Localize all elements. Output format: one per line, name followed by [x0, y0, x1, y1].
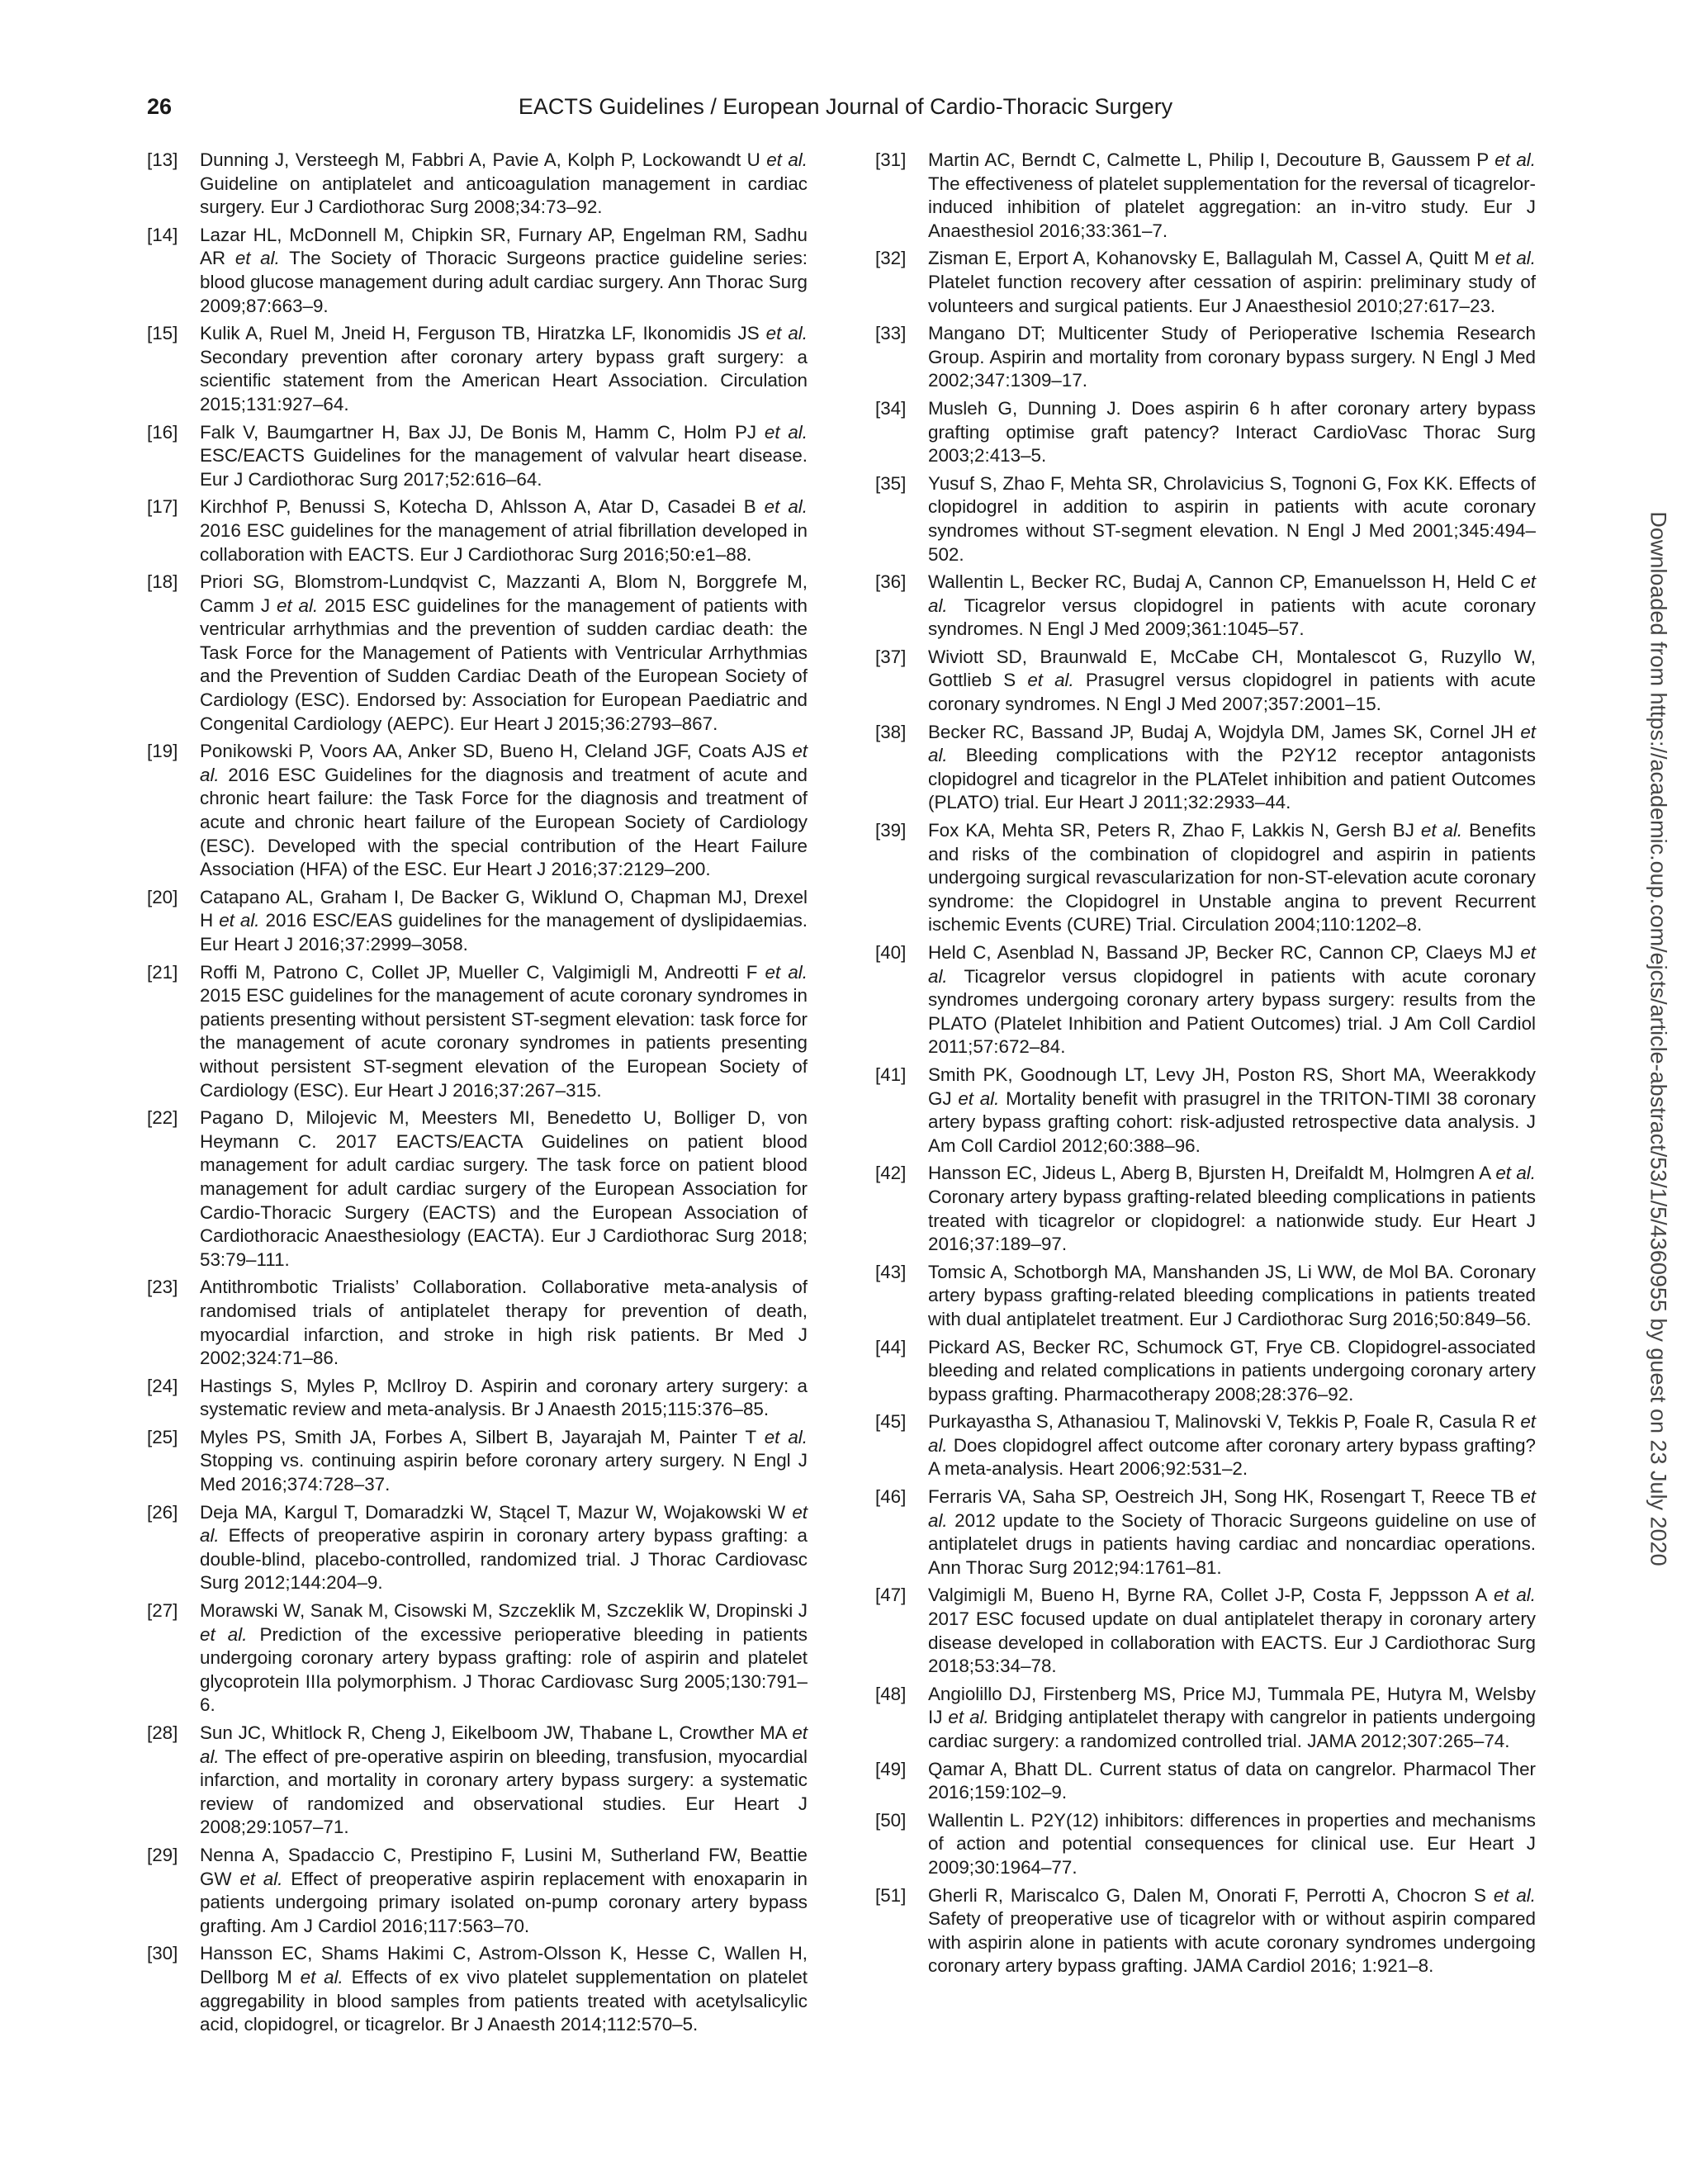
reference-number: [45] — [875, 1411, 907, 1433]
reference-text: Wallentin L, Becker RC, Budaj A, Cannon CP, Emanuelsson H, Held C et al. Ticagrelor versus clopidogrel in patients with acute coronary syndromes. N Engl J Med 2009;361:1045–57. — [928, 571, 1536, 640]
reference-text: Ponikowski P, Voors AA, Anker SD, Bueno H, Cleland JGF, Coats AJS et al. 2016 ESC Guidelines for the diagnosis and treatment of acute and chronic heart failure: the Task Force for the diagnosis and treatment of acute and chronic heart failure of the European Society of Cardiology (ESC). Developed with the special contribution of the Heart Failure Association (HFA) of the ESC. Eur Heart J 2016;37:2129–200. — [200, 741, 808, 880]
reference-item — [875, 1162, 1536, 1256]
reference-text: Musleh G, Dunning J. Does aspirin 6 h after coronary artery bypass grafting optimise graft patency? Interact CardioVasc Thorac Surg 2003;2:413–5. — [928, 397, 1536, 467]
reference-item — [147, 1844, 808, 1938]
reference-number: [34] — [875, 397, 907, 419]
reference-number: [20] — [147, 886, 178, 907]
reference-text: Angiolillo DJ, Firstenberg MS, Price MJ, Tummala PE, Hutyra M, Welsby IJ et al. Bridging antiplatelet therapy with cangrelor in patients undergoing cardiac surgery: a randomized controlled trial. JAMA 2012;307:265–74. — [928, 1683, 1536, 1751]
reference-number: [31] — [875, 149, 907, 170]
reference-text: Qamar A, Bhatt DL. Current status of data on cangrelor. Pharmacol Ther 2016;159:102–9. — [928, 1758, 1536, 1803]
reference-text: Tomsic A, Schotborgh MA, Manshanden JS, Li WW, de Mol BA. Coronary artery bypass grafting-related bleeding complications in patients treated with dual antiplatelet treatment. Eur J Cardiothorac Surg 2016;50:849–56. — [928, 1261, 1536, 1329]
reference-text: Morawski W, Sanak M, Cisowski M, Szczeklik M, Szczeklik W, Dropinski J et al. Prediction of the excessive perioperative bleeding in patients undergoing coronary artery bypass grafting: role of aspirin and platelet glycoprotein IIIa polymorphism. J Thorac Cardiovasc Surg 2005;130:791–6. — [200, 1600, 808, 1716]
reference-number: [16] — [147, 421, 178, 443]
reference-column-right — [875, 149, 1536, 1983]
reference-number: [15] — [147, 323, 178, 344]
reference-text: Sun JC, Whitlock R, Cheng J, Eikelboom JW, Thabane L, Crowther MA et al. The effect of pre-operative aspirin on bleeding, transfusion, myocardial infarction, and mortality in coronary artery bypass surgery: a systematic review of randomized and observational studies. Eur Heart J 2008;29:1057–71. — [200, 1722, 808, 1838]
reference-item — [147, 571, 808, 736]
reference-text: Myles PS, Smith JA, Forbes A, Silbert B, Jayarajah M, Painter T et al. Stopping vs. continuing aspirin before coronary artery surgery. N Engl J Med 2016;374:728–37. — [200, 1426, 808, 1495]
reference-item — [875, 646, 1536, 717]
reference-text: Ferraris VA, Saha SP, Oestreich JH, Song HK, Rosengart T, Reece TB et al. 2012 update to the Society of Thoracic Surgeons guideline on use of antiplatelet drugs in patients having cardiac and noncardiac operations. Ann Thorac Surg 2012;94:1761–81. — [928, 1486, 1536, 1578]
reference-number: [30] — [147, 1943, 178, 1964]
reference-number: [33] — [875, 323, 907, 344]
reference-item — [147, 1942, 808, 2036]
reference-number: [14] — [147, 224, 178, 245]
reference-number: [28] — [147, 1722, 178, 1743]
reference-number: [50] — [875, 1809, 907, 1831]
reference-item — [875, 1683, 1536, 1754]
reference-item — [875, 1410, 1536, 1481]
reference-text: Becker RC, Bassand JP, Budaj A, Wojdyla DM, James SK, Cornel JH et al. Bleeding complications with the P2Y12 receptor antagonists clopidogrel and ticagrelor in the PLATelet inhibition and patient Outcomes (PLATO) trial. Eur Heart J 2011;32:2933–44. — [928, 721, 1536, 813]
reference-item — [147, 1426, 808, 1497]
reference-number: [26] — [147, 1501, 178, 1523]
reference-item — [875, 397, 1536, 468]
reference-number: [43] — [875, 1261, 907, 1282]
reference-number: [48] — [875, 1683, 907, 1704]
reference-item — [147, 1375, 808, 1422]
reference-item — [875, 819, 1536, 937]
reference-number: [42] — [875, 1163, 907, 1184]
reference-number: [36] — [875, 571, 907, 593]
reference-item — [875, 472, 1536, 566]
reference-item — [147, 1599, 808, 1717]
reference-text: Pickard AS, Becker RC, Schumock GT, Frye CB. Clopidogrel-associated bleeding and related complications in patients undergoing coronary artery bypass grafting. Pharmacotherapy 2008;28:376–92. — [928, 1336, 1536, 1405]
reference-text: Dunning J, Versteegh M, Fabbri A, Pavie A, Kolph P, Lockowandt U et al. Guideline on antiplatelet and anticoagulation management in cardiac surgery. Eur J Cardiothorac Surg 2008;34:73–92. — [200, 149, 808, 218]
reference-number: [17] — [147, 496, 178, 518]
reference-item — [147, 1722, 808, 1840]
reference-item — [875, 322, 1536, 393]
reference-item — [147, 1106, 808, 1272]
reference-text: Purkayastha S, Athanasiou T, Malinovski V, Tekkis P, Foale R, Casula R et al. Does clopidogrel affect outcome after coronary artery bypass grafting? A meta-analysis. Heart 2006;92:531–2. — [928, 1411, 1536, 1480]
reference-text: Yusuf S, Zhao F, Mehta SR, Chrolavicius S, Tognoni G, Fox KK. Effects of clopidogrel in addition to aspirin in patients with acute coronary syndromes without ST-segment elevation. N Engl J Med 2001;345:494–502. — [928, 472, 1536, 565]
reference-text: Wallentin L. P2Y(12) inhibitors: differences in properties and mechanisms of action and potential consequences for clinical use. Eur Heart J 2009;30:1964–77. — [928, 1809, 1536, 1878]
reference-text: Falk V, Baumgartner H, Bax JJ, De Bonis M, Hamm C, Holm PJ et al. ESC/EACTS Guidelines for the management of valvular heart disease. Eur J Cardiothorac Surg 2017;52:616–64. — [200, 421, 808, 490]
reference-number: [18] — [147, 571, 178, 593]
reference-text: Kirchhof P, Benussi S, Kotecha D, Ahlsson A, Atar D, Casadei B et al. 2016 ESC guidelines for the management of atrial fibrillation developed in collaboration with EACTS. Eur J Cardiothorac Surg 2016;50:e1–88. — [200, 496, 808, 565]
reference-text: Hansson EC, Shams Hakimi C, Astrom-Olsson K, Hesse C, Wallen H, Dellborg M et al. Effects of ex vivo platelet supplementation on platelet aggregability in blood samples from patients treated with acetylsalicylic acid, clopidogrel, or ticagrelor. Br J Anaesth 2014;112:570–5. — [200, 1943, 808, 2035]
reference-number: [32] — [875, 248, 907, 269]
reference-item — [147, 1276, 808, 1370]
reference-text: Hansson EC, Jideus L, Aberg B, Bjursten H, Dreifaldt M, Holmgren A et al. Coronary artery bypass grafting-related bleeding complications in patients treated with ticagrelor or clopidogrel: a nationwide study. Eur Heart J 2016;37:189–97. — [928, 1163, 1537, 1255]
reference-number: [24] — [147, 1375, 178, 1396]
reference-item — [875, 941, 1536, 1059]
reference-text: Mangano DT; Multicenter Study of Perioperative Ischemia Research Group. Aspirin and mortality from coronary bypass surgery. N Engl J Med 2002;347:1309–17. — [928, 323, 1536, 391]
reference-number: [51] — [875, 1884, 907, 1906]
reference-text: Priori SG, Blomstrom-Lundqvist C, Mazzanti A, Blom N, Borggrefe M, Camm J et al. 2015 ESC guidelines for the management of patients with ventricular arrhythmias and the prevention of sudden cardiac death: the Task Force for the Management of Patients with Ventricular Arrhythmias and the Prevention of Sudden Cardiac Death of the European Society of Cardiology (ESC). Endorsed by: Association for European Paediatric and Congenital Cardiology (AEPC). Eur Heart J 2015;36:2793–867. — [200, 571, 808, 734]
reference-text: Held C, Asenblad N, Bassand JP, Becker RC, Cannon CP, Claeys MJ et al. Ticagrelor versus clopidogrel in patients with acute coronary syndromes undergoing coronary artery bypass surgery: results from the PLATO (Platelet Inhibition and Patient Outcomes) trial. J Am Coll Cardiol 2011;57:672–84. — [928, 942, 1536, 1058]
running-head: EACTS Guidelines / European Journal of Cardio-Thoracic Surgery — [518, 94, 1173, 119]
reference-text: Roffi M, Patrono C, Collet JP, Mueller C, Valgimigli M, Andreotti F et al. 2015 ESC guidelines for the management of acute coronary syndromes in patients presenting without persistent ST-segment elevation: task force for the management of acute coronary syndromes in patients presenting without persistent ST-segment elevation of the European Society of Cardiology (ESC). Eur Heart J 2016;37:267–315. — [200, 961, 808, 1101]
reference-item — [147, 495, 808, 566]
reference-item — [147, 740, 808, 882]
reference-item — [875, 1884, 1536, 1978]
reference-text: Catapano AL, Graham I, De Backer G, Wiklund O, Chapman MJ, Drexel H et al. 2016 ESC/EAS guidelines for the management of dyslipidaemias. Eur Heart J 2016;37:2999–3058. — [200, 886, 808, 955]
reference-number: [29] — [147, 1844, 178, 1865]
reference-item — [147, 961, 808, 1103]
reference-item — [875, 1485, 1536, 1580]
reference-text: Pagano D, Milojevic M, Meesters MI, Benedetto U, Bolliger D, von Heymann C. 2017 EACTS/EACTA Guidelines on patient blood management for adult cardiac surgery. The task force on patient blood management for adult cardiac surgery of the European Association for Cardio-Thoracic Surgery (EACTS) and the European Association of Cardiothoracic Anaesthesiology (EACTA). Eur J Cardiothorac Surg 2018; 53:79–111. — [200, 1107, 808, 1270]
reference-number: [44] — [875, 1336, 907, 1357]
reference-number: [40] — [875, 942, 907, 963]
reference-text: Fox KA, Mehta SR, Peters R, Zhao F, Lakkis N, Gersh BJ et al. Benefits and risks of the combination of clopidogrel and aspirin in patients undergoing surgical revascularization for non-ST-elevation acute coronary syndrome: the Clopidogrel in Unstable angina to prevent Recurrent ischemic Events (CURE) Trial. Circulation 2004;110:1202–8. — [928, 820, 1537, 936]
reference-number: [37] — [875, 646, 907, 667]
reference-item — [875, 1064, 1536, 1158]
reference-text: Smith PK, Goodnough LT, Levy JH, Poston RS, Short MA, Weerakkody GJ et al. Mortality benefit with prasugrel in the TRITON-TIMI 38 coronary artery bypass grafting cohort: risk-adjusted retrospective data analysis. J Am Coll Cardiol 2012;60:388–96. — [928, 1064, 1537, 1156]
reference-number: [13] — [147, 149, 178, 170]
reference-text: Zisman E, Erport A, Kohanovsky E, Ballagulah M, Cassel A, Quitt M et al. Platelet function recovery after cessation of aspirin: preliminary study of volunteers and surgical patients. Eur J Anaesthesiol 2010;27:617–23. — [928, 248, 1536, 316]
reference-text: Valgimigli M, Bueno H, Byrne RA, Collet J-P, Costa F, Jeppsson A et al. 2017 ESC focused update on dual antiplatelet therapy in coronary artery disease developed in collaboration with EACTS. Eur J Cardiothorac Surg 2018;53:34–78. — [928, 1585, 1536, 1677]
reference-number: [25] — [147, 1426, 178, 1447]
reference-number: [19] — [147, 741, 178, 762]
reference-item — [875, 149, 1536, 243]
reference-number: [41] — [875, 1064, 907, 1085]
reference-number: [39] — [875, 820, 907, 841]
reference-number: [35] — [875, 472, 907, 494]
reference-text: Lazar HL, McDonnell M, Chipkin SR, Furnary AP, Engelman RM, Sadhu AR et al. The Society of Thoracic Surgeons practice guideline series: blood glucose management during adult cardiac surgery. Ann Thorac Surg 2009;87:663–9. — [200, 224, 808, 316]
reference-number: [38] — [875, 721, 907, 742]
reference-item — [147, 322, 808, 416]
reference-item — [875, 1336, 1536, 1407]
reference-number: [47] — [875, 1585, 907, 1606]
reference-item — [147, 149, 808, 220]
reference-item — [875, 1809, 1536, 1880]
reference-item — [147, 886, 808, 957]
reference-item — [875, 1584, 1536, 1678]
reference-text: Martin AC, Berndt C, Calmette L, Philip I, Decouture B, Gaussem P et al. The effectiveness of platelet supplementation for the reversal of ticagrelor-induced inhibition of platelet aggregation: an in-vitro study. Eur J Anaesthesiol 2016;33:361–7. — [928, 149, 1536, 241]
reference-item — [875, 1261, 1536, 1332]
reference-item — [875, 1758, 1536, 1805]
reference-item — [875, 247, 1536, 318]
reference-number: [27] — [147, 1600, 178, 1622]
reference-item — [147, 421, 808, 492]
reference-column-left — [147, 149, 808, 2041]
reference-text: Wiviott SD, Braunwald E, McCabe CH, Montalescot G, Ruzyllo W, Gottlieb S et al. Prasugrel versus clopidogrel in patients with acute coronary syndromes. N Engl J Med 2007;357:2001–15. — [928, 646, 1536, 715]
reference-text: Nenna A, Spadaccio C, Prestipino F, Lusini M, Sutherland FW, Beattie GW et al. Effect of preoperative aspirin replacement with enoxaparin in patients undergoing primary isolated on-pump coronary artery bypass grafting. Am J Cardiol 2016;117:563–70. — [200, 1844, 808, 1936]
reference-item — [875, 571, 1536, 642]
reference-text: Kulik A, Ruel M, Jneid H, Ferguson TB, Hiratzka LF, Ikonomidis JS et al. Secondary prevention after coronary artery bypass graft surgery: a scientific statement from the American Heart Association. Circulation 2015;131:927–64. — [200, 323, 808, 415]
reference-text: Antithrombotic Trialists’ Collaboration. Collaborative meta-analysis of randomised trials of antiplatelet therapy for prevention of death, myocardial infarction, and stroke in high risk patients. Br Med J 2002;324:71–86. — [200, 1277, 808, 1369]
download-note-text: Downloaded from https://academic.oup.com/ejcts/article-abstract/53/1/5/4360955 by guest on 23 July 2020 — [1646, 511, 1671, 1566]
reference-number: [21] — [147, 961, 178, 983]
reference-text: Gherli R, Mariscalco G, Dalen M, Onorati F, Perrotti A, Chocron S et al. Safety of preoperative use of ticagrelor with or without aspirin compared with aspirin alone in patients with acute coronary syndromes undergoing coronary artery bypass grafting. JAMA Cardiol 2016; 1:921–8. — [928, 1884, 1536, 1977]
reference-item — [875, 721, 1536, 815]
page-number: 26 — [147, 94, 173, 119]
reference-number: [46] — [875, 1486, 907, 1508]
reference-item — [147, 224, 808, 318]
reference-item — [147, 1501, 808, 1595]
reference-number: [49] — [875, 1758, 907, 1779]
reference-number: [22] — [147, 1107, 178, 1129]
reference-text: Hastings S, Myles P, McIlroy D. Aspirin and coronary artery surgery: a systematic review and meta-analysis. Br J Anaesth 2015;115:376–85. — [200, 1375, 808, 1420]
reference-text: Deja MA, Kargul T, Domaradzki W, Stącel T, Mazur W, Wojakowski W et al. Effects of preoperative aspirin in coronary artery bypass grafting: a double-blind, placebo-controlled, randomized trial. J Thorac Cardiovasc Surg 2012;144:204–9. — [200, 1501, 808, 1594]
reference-number: [23] — [147, 1277, 178, 1298]
